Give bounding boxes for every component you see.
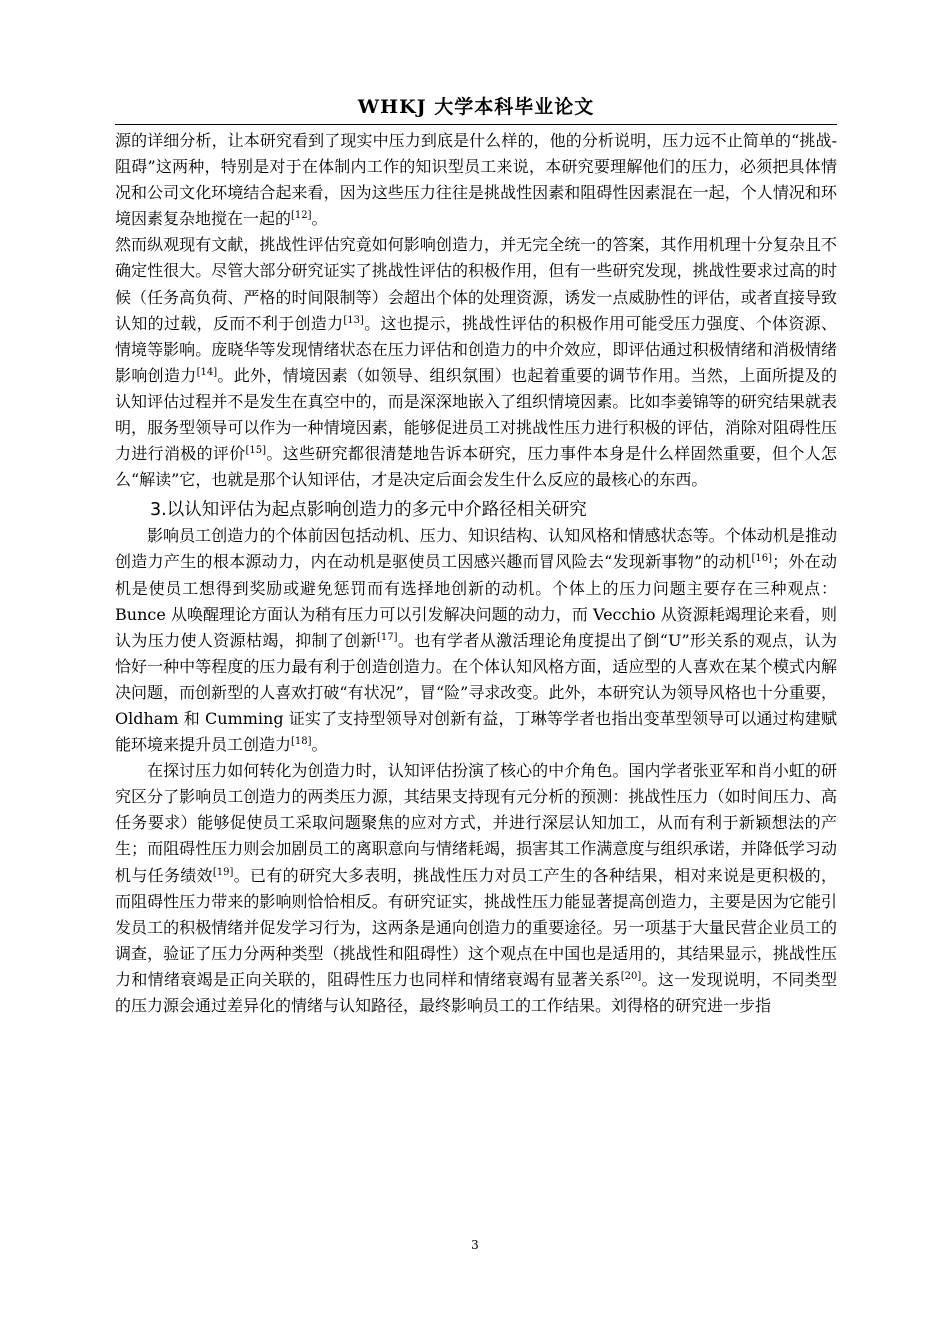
citation-ref: [15] bbox=[245, 445, 267, 457]
paragraph-text: 在探讨压力如何转化为创造力时，认知评估扮演了核心的中介角色。国内学者张亚军和肖小虹的研究区分了影响员工创造力的两类压力源，其结果支持现有元分析的预测：挑战性压力（如时间压力、高任务要求）能够促使员工采取问题聚焦的应对方式，并进行深层认知加工，从而有利于新颖想法的产生；而阻碍性压力则会加剧员工的离职意向与情绪耗竭，损害其工作满意度与组织承诺，并降低学习动机与任务绩效 bbox=[115, 761, 837, 885]
page-header-title: WHKJ 大学本科毕业论文 bbox=[357, 96, 595, 118]
citation-ref: [13] bbox=[343, 314, 364, 326]
paragraph-text: 。这些研究都很清楚地告诉本研究，压力事件本身是什么样固然重要，但个人怎么“解读”它，也就是那个认知评估，才是决定后面会发生什么反应的最核心的东西。 bbox=[115, 444, 837, 490]
paragraph-text: 。这一发现说明，不同类型的压力源会通过差异化的情绪与认知路径，最终影响员工的工作结果。刘得格的研究进一步指 bbox=[115, 969, 837, 1015]
paragraph-text: 。 bbox=[311, 735, 328, 755]
paragraph-text: 。此外，情境因素（如领导、组织氛围）也起着重要的调节作用。当然，上面所提及的认知评估过程并不是发生在真空中的，而是深深地嵌入了组织情境因素。比如李姜锦等的研究结果就表明，服务型领导可以作为一种情境因素，能够促进员工对挑战性压力进行积极的评估，消除对阻碍性压力进行消极的评价 bbox=[115, 365, 837, 464]
citation-ref: [17] bbox=[376, 631, 398, 643]
paragraph-text: 然而纵观现有文献，挑战性评估究竟如何影响创造力，并无完全统一的答案，其作用机理十分复杂且不确定性很大。尽管大部分研究证实了挑战性评估的积极作用，但有一些研究发现，挑战性要求过高的时候（任务高负荷、严格的时间限制等）会超出个体的处理资源，诱发一点威胁性的评估，或者直接导致认知的过载，反而不利于创造力 bbox=[115, 235, 837, 333]
citation-ref: [20] bbox=[620, 970, 642, 982]
paragraph-text: 。也有学者从激活理论角度提出了倒“U”形关系的观点，认为恰好一种中等程度的压力最有利于创造创造力。在个体认知风格方面，适应型的人喜欢在某个模式内解决问题，而创新型的人喜欢打破“有状况”，冒“险”寻求改变。此外，本研究认为领导风格也十分重要，Oldham 和 Cumming 证实了支持型领导对创新有益，丁琳等学者也指出变革型领导可以通过构建赋能环境来提升员工创造力 bbox=[115, 630, 837, 755]
header-rule bbox=[115, 124, 837, 125]
paragraph-text: 。 bbox=[311, 209, 328, 229]
paragraph-2 bbox=[115, 232, 837, 493]
paragraph-text: 。这也提示，挑战性评估的积极作用可能受压力强度、个体资源、情境等影响。庞晓华等发现情绪状态在压力评估和创造力的中介效应，即评估通过积极情绪和消极情绪影响创造力 bbox=[115, 313, 837, 385]
citation-ref: [19] bbox=[212, 866, 234, 878]
citation-ref: [12] bbox=[291, 210, 312, 222]
citation-ref: [14] bbox=[196, 366, 218, 378]
paragraph-3 bbox=[115, 523, 837, 758]
body-text bbox=[115, 128, 837, 1019]
paragraph-4 bbox=[115, 758, 837, 1019]
paragraph-text: 。已有的研究大多表明，挑战性压力对员工产生的各种结果，相对来说是更积极的，而阻碍性压力带来的影响则恰恰相反。有研究证实，挑战性压力能显著提高创造力，主要是因为它能引发员工的积极情绪并促发学习行为，这两条是通向创造力的重要途径。另一项基于大量民营企业员工的调查，验证了压力分两种类型（挑战性和阻碍性）这个观点在中国也是适用的，其结果显示，挑战性压力和情绪衰竭是正向关联的，阻碍性压力也同样和情绪衰竭有显著关系 bbox=[115, 865, 837, 989]
paragraph-text: 影响员工创造力的个体前因包括动机、压力、知识结构、认知风格和情感状态等。个体动机是推动创造力产生的根本源动力，内在动机是驱使员工因感兴趣而冒风险去“发现新事物”的动机 bbox=[115, 526, 837, 572]
paragraph-text: 源的详细分析，让本研究看到了现实中压力到底是什么样的，他的分析说明，压力远不止简单的“挑战-阻碍”这两种，特别是对于在体制内工作的知识型员工来说，本研究要理解他们的压力，必须把具体情况和公司文化环境结合起来看，因为这些压力往往是挑战性因素和阻碍性因素混在一起，个人情况和环境因素复杂地搅在一起的 bbox=[115, 131, 837, 229]
citation-ref: [18] bbox=[291, 736, 312, 748]
citation-ref: [16] bbox=[751, 553, 773, 565]
paragraph-1 bbox=[115, 128, 837, 232]
paragraph-text: ；外在动机是使员工想得到奖励或避免惩罚而有选择地创新的动机。个体上的压力问题主要存在三种观点：Bunce 从唤醒理论方面认为稍有压力可以引发解决问题的动力，而 Vecchio 从资源耗竭理论来看，则认为压力使人资源枯竭，抑制了创新 bbox=[115, 552, 837, 650]
section-heading: 3.以认知评估为起点影响创造力的多元中介路径相关研究 bbox=[150, 500, 587, 521]
page-number: 3 bbox=[471, 1238, 479, 1252]
